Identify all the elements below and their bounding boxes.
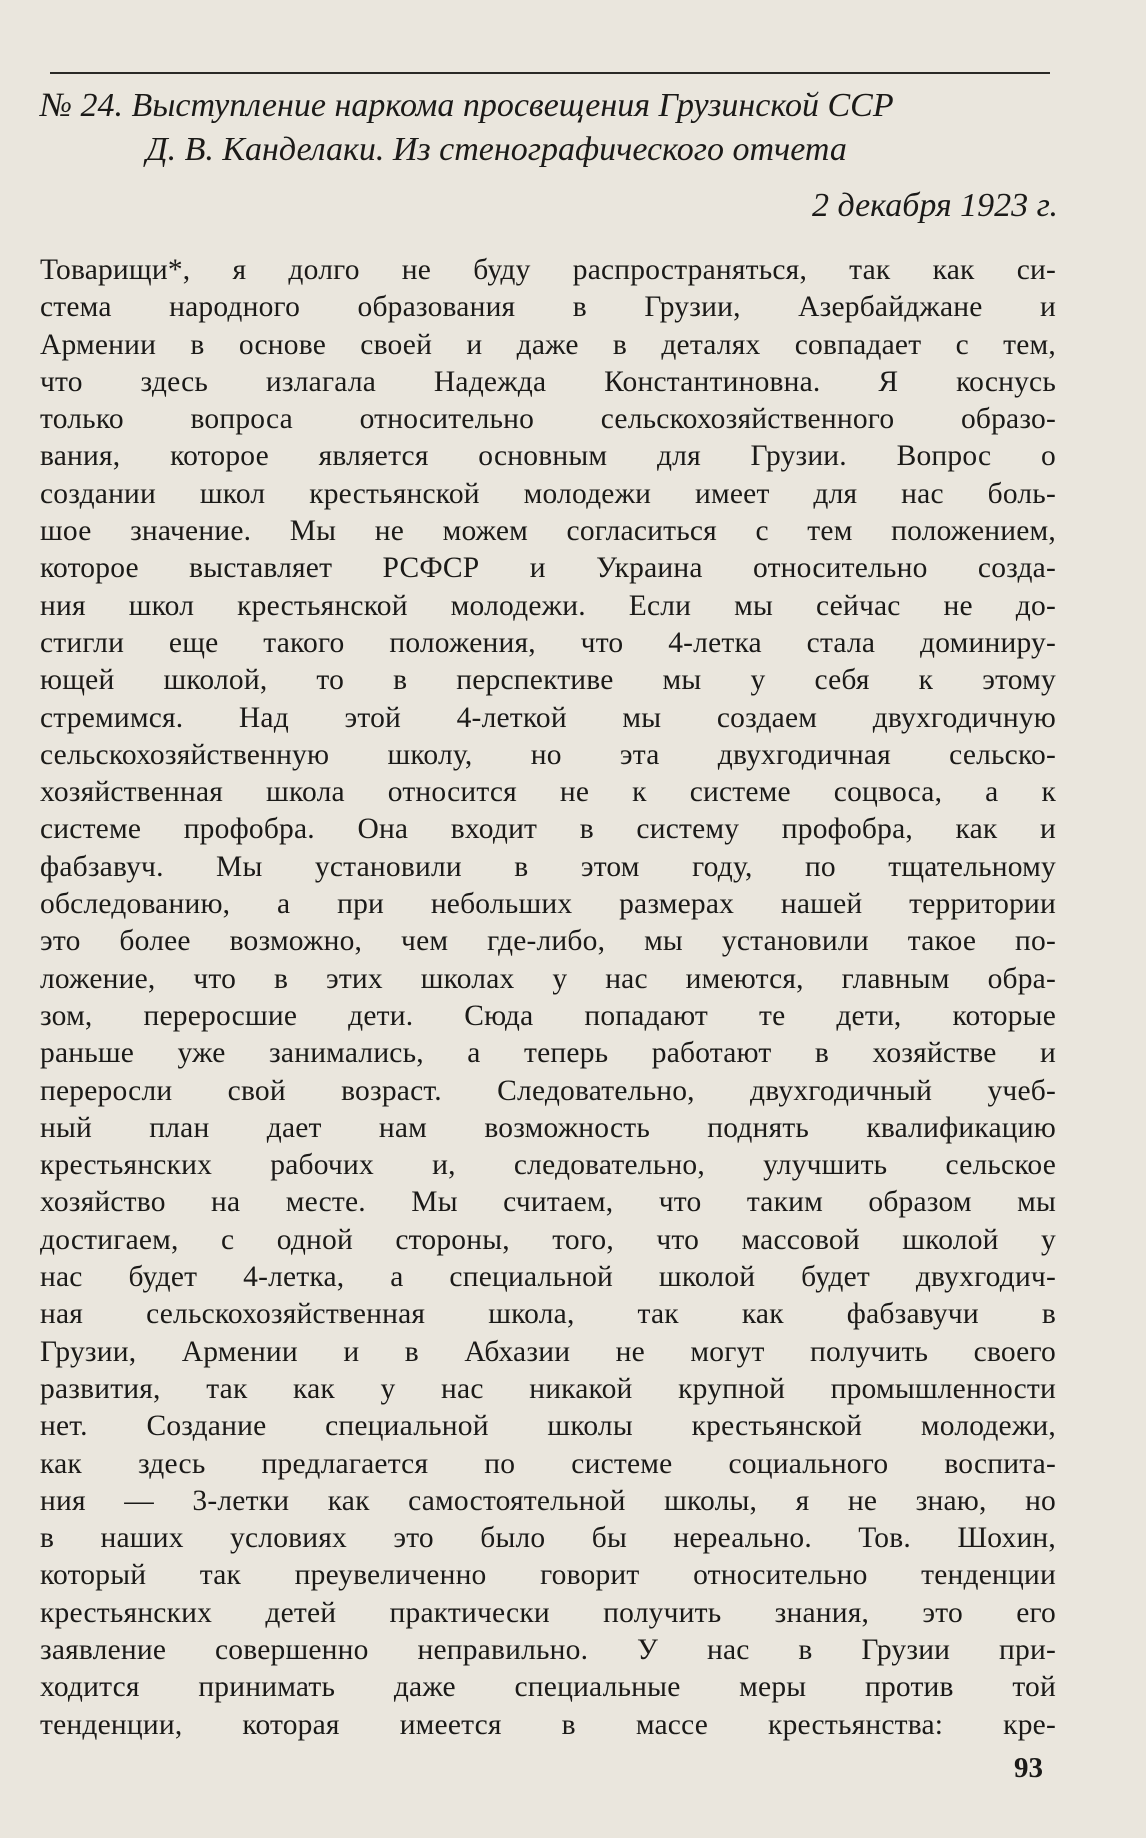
body-line: достигаем, с одной стороны, того, что массовой школой у bbox=[40, 1223, 1056, 1256]
body-line: как здесь предлагается по системе социального воспита- bbox=[40, 1447, 1056, 1480]
body-line: тенденции, которая имеется в массе крестьянства: кре- bbox=[40, 1708, 1056, 1741]
body-line: ложение, что в этих школах у нас имеются, главным обра- bbox=[40, 962, 1056, 995]
document-date: 2 декабря 1923 г. bbox=[811, 187, 1058, 224]
body-line: Армении в основе своей и даже в деталях совпадает с тем, bbox=[40, 328, 1056, 361]
body-text bbox=[40, 252, 1056, 1744]
body-line: стремимся. Над этой 4-леткой мы создаем двухгодичную bbox=[40, 701, 1056, 734]
body-line: ния — 3-летки как самостоятельной школы, я не знаю, но bbox=[40, 1484, 1056, 1517]
body-line: в наших условиях это было бы нереально. Тов. Шохин, bbox=[40, 1522, 1056, 1555]
body-line: ная сельскохозяйственная школа, так как фабзавучи в bbox=[40, 1298, 1056, 1331]
body-line: вания, которое является основным для Грузии. Вопрос о bbox=[40, 440, 1056, 473]
body-line: развития, так как у нас никакой крупной промышленности bbox=[40, 1372, 1056, 1405]
body-line: хозяйственная школа относится не к системе соцвоса, а к bbox=[40, 776, 1056, 809]
body-line: создании школ крестьянской молодежи имеет для нас боль- bbox=[40, 477, 1056, 510]
heading-line-2: Д. В. Канделаки. Из стенографического отчета bbox=[146, 131, 847, 168]
body-line: ный план дает нам возможность поднять квалификацию bbox=[40, 1111, 1056, 1144]
body-line: шое значение. Мы не можем согласиться с тем положением, bbox=[40, 515, 1056, 548]
body-line: крестьянских детей практически получить знания, это его bbox=[40, 1596, 1056, 1629]
body-line: крестьянских рабочих и, следовательно, улучшить сельское bbox=[40, 1149, 1056, 1182]
body-line: фабзавуч. Мы установили в этом году, по тщательному bbox=[40, 850, 1056, 883]
body-line: обследованию, а при небольших размерах нашей территории bbox=[40, 888, 1056, 921]
document-heading bbox=[40, 84, 1060, 172]
body-line: заявление совершенно неправильно. У нас в Грузии при- bbox=[40, 1633, 1056, 1666]
body-line: Товарищи*, я долго не буду распространяться, так как си- bbox=[40, 254, 1056, 286]
body-line: ющей школой, то в перспективе мы у себя к этому bbox=[40, 664, 1056, 697]
top-rule bbox=[50, 72, 1050, 74]
body-line: который так преувеличенно говорит относительно тенденции bbox=[40, 1559, 1056, 1592]
heading-line-1: № 24. Выступление наркома просвещения Грузинской ССР bbox=[40, 87, 894, 124]
body-line: нет. Создание специальной школы крестьянской молодежи, bbox=[40, 1410, 1056, 1443]
body-line: которое выставляет РСФСР и Украина относительно созда- bbox=[40, 552, 1056, 585]
body-line: хозяйство на месте. Мы считаем, что таким образом мы bbox=[40, 1186, 1056, 1219]
body-line: сельскохозяйственную школу, но эта двухгодичная сельско- bbox=[40, 738, 1056, 771]
body-line: ходится принимать даже специальные меры против той bbox=[40, 1671, 1056, 1704]
page-number: 93 bbox=[1014, 1752, 1043, 1784]
body-line: системе профобра. Она входит в систему профобра, как и bbox=[40, 813, 1056, 846]
body-line: это более возможно, чем где-либо, мы установили такое по- bbox=[40, 925, 1056, 958]
body-line: раньше уже занимались, а теперь работают в хозяйстве и bbox=[40, 1037, 1056, 1070]
body-line: нас будет 4-летка, а специальной школой будет двухгодич- bbox=[40, 1261, 1056, 1294]
body-line: только вопроса относительно сельскохозяйственного образо- bbox=[40, 403, 1056, 436]
body-line: что здесь излагала Надежда Константиновна. Я коснусь bbox=[40, 365, 1056, 398]
body-line: переросли свой возраст. Следовательно, двухгодичный учеб- bbox=[40, 1074, 1056, 1107]
body-line: ния школ крестьянской молодежи. Если мы сейчас не до- bbox=[40, 589, 1056, 622]
body-line: Грузии, Армении и в Абхазии не могут получить своего bbox=[40, 1335, 1056, 1368]
body-line: стигли еще такого положения, что 4-летка стала доминиру- bbox=[40, 626, 1056, 659]
body-line: стема народного образования в Грузии, Азербайджане и bbox=[40, 291, 1056, 324]
body-line: зом, переросшие дети. Сюда попадают те дети, которые bbox=[40, 999, 1056, 1032]
